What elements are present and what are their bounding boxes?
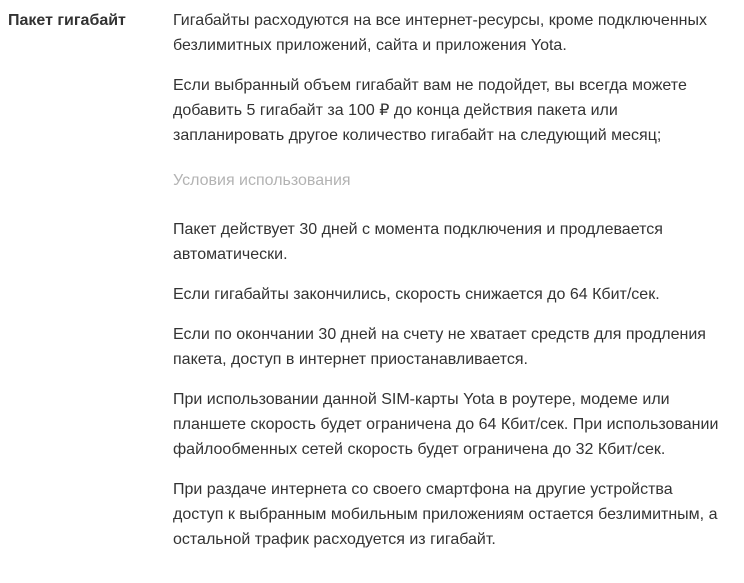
terms-paragraph: При использовании данной SIM-карты Yota в роутере, модеме или планшете скорость будет ограничена до 64 Кбит/сек. При использовании файлообменных сетей скорость будет ограничена до 32 Кбит/сек.: [173, 391, 719, 458]
terms-paragraph: Если гигабайты закончились, скорость снижается до 64 Кбит/сек.: [173, 286, 660, 303]
terms-paragraph: При раздаче интернета со своего смартфона на другие устройства доступ к выбранным мобильным приложениям остается безлимитным, а остальной трафик расходуется из гигабайт.: [173, 481, 718, 548]
terms-subheading: Условия использования: [173, 172, 351, 189]
section-label-column: [0, 8, 173, 33]
terms-paragraph: Если по окончании 30 дней на счету не хватает средств для продления пакета, доступ в интернет приостанавливается.: [173, 326, 706, 368]
intro-paragraph: Если выбранный объем гигабайт вам не подойдет, вы всегда можете добавить 5 гигабайт за 100 ₽ до конца действия пакета или запланировать другое количество гигабайт на следующий месяц;: [173, 77, 687, 144]
terms-paragraph: Пакет действует 30 дней с момента подключения и продлевается автоматически.: [173, 221, 663, 263]
intro-paragraph: Гигабайты расходуются на все интернет-ресурсы, кроме подключенных безлимитных приложений, сайта и приложения Yota.: [173, 12, 707, 54]
section-content-column: [173, 8, 721, 567]
section-title: Пакет гигабайт: [8, 12, 126, 29]
